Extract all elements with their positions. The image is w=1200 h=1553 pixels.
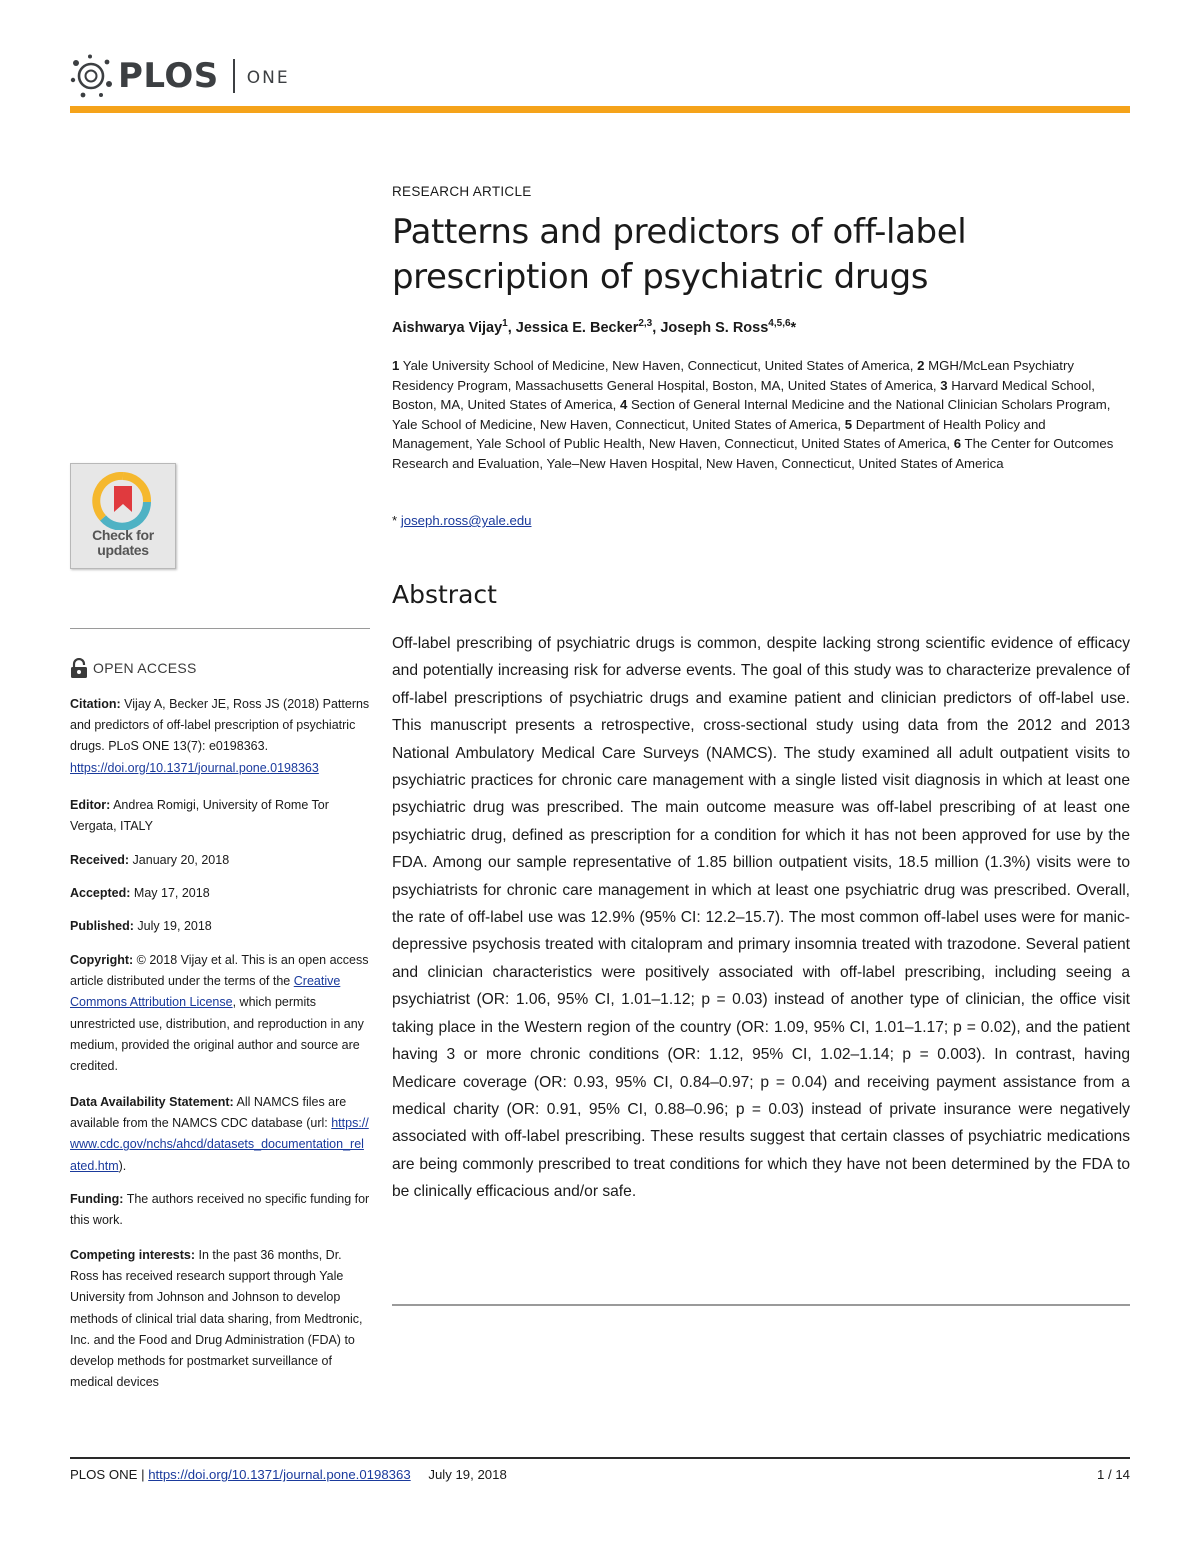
affiliation-text: The Center for Outcomes Research and Evaluation, Yale–New Haven Hospital, New Haven, Connecticut, United States of America [392, 436, 1114, 471]
data-availability-text: All NAMCS files are available from the NAMCS CDC database (url: [70, 1095, 347, 1131]
affiliation-text: Yale University School of Medicine, New Haven, Connecticut, United States of America, [402, 358, 914, 373]
email-link[interactable]: joseph.ross@yale.edu [400, 513, 532, 528]
license-link[interactable]: Creative Commons Attribution License [70, 974, 341, 1010]
author-name: Joseph S. Ross [660, 319, 769, 336]
citation-label: Citation: [70, 697, 121, 711]
author-name: Aishwarya Vijay [392, 319, 503, 336]
logo-wordmark: PLOS [118, 56, 219, 96]
editor-label: Editor: [70, 798, 111, 812]
affiliations [392, 356, 1127, 474]
affiliation-number: 1 [392, 358, 400, 373]
footer-journal: PLOS ONE | [70, 1467, 145, 1482]
citation-doi-link[interactable]: https://doi.org/10.1371/journal.pone.0198363 [70, 760, 319, 775]
affiliation-text: Harvard Medical School, Boston, MA, United States of America, [392, 377, 1095, 413]
citation-block [70, 694, 370, 779]
corresponding-author-mark: * [790, 319, 797, 336]
affiliation-number: 4 [619, 397, 628, 413]
logo-journal-name: ONE [246, 67, 290, 88]
author-name: Jessica E. Becker [515, 319, 639, 336]
open-access-label: OPEN ACCESS [93, 660, 197, 676]
article-type: RESEARCH ARTICLE [392, 184, 532, 199]
competing-interests-text: In the past 36 months, Dr. Ross has received research support through Yale University from Johnson and Johnson to develop methods of clinical trial data sharing, from Medtronic, Inc. and the Food and Drug Administration (FDA) to develop methods for postmarket surveillance of medical devices [70, 1248, 363, 1390]
email-marker: * [392, 513, 398, 528]
footer-rule [70, 1457, 1130, 1459]
affiliation-text: MGH/McLean Psychiatry Residency Program, Massachusetts General Hospital, Boston, MA, United States of America, [392, 358, 1074, 393]
received-date: January 20, 2018 [132, 853, 230, 867]
logo-divider [233, 59, 235, 93]
accepted-label: Accepted: [70, 886, 131, 900]
citation-text: Vijay A, Becker JE, Ross JS (2018) Patterns and predictors of off-label prescription of psychiatric drugs. PLoS ONE 13(7): e0198363. [70, 697, 370, 754]
footer-doi-link[interactable]: https://doi.org/10.1371/journal.pone.0198363 [148, 1467, 411, 1482]
open-access-badge [70, 658, 197, 678]
received-label: Received: [70, 853, 130, 867]
affiliation-text: Department of Health Policy and Management, Yale School of Public Health, New Haven, Connecticut, United States of America, [392, 416, 1046, 452]
corresponding-email [392, 513, 532, 528]
namcs-dataset-link[interactable]: https://www.cdc.gov/nchs/ahcd/datasets_documentation_related.htm [70, 1116, 369, 1173]
received-block [70, 850, 370, 871]
footer-date: July 19, 2018 [428, 1467, 507, 1482]
affiliation-number: 2 [917, 358, 925, 373]
copyright-label: Copyright: [70, 953, 134, 967]
page-number: 1 / 14 [1097, 1467, 1130, 1482]
affiliation-number: 3 [940, 377, 948, 393]
funding-block [70, 1189, 370, 1231]
article-title: Patterns and predictors of off-label prescription of psychiatric drugs [392, 212, 967, 297]
abstract-text: Off-label prescribing of psychiatric drugs is common, despite lacking strong scientific evidence of efficacy and potentially increasing risk for adverse events. The goal of this study was to characterize prevalence of off-label prescriptions of psychiatric drugs and examine patient and clinician predictors of off-label use. This manuscript presents a retrospective, cross-sectional study using data from the 2012 and 2013 National Ambulatory Medical Care Surveys (NAMCS). The study examined all adult outpatient visits to psychiatric practices for chronic care management with a single listed visit diagnosis in which at least one psychiatric drug was prescribed. The main outcome measure was off-label prescribing of at least one psychiatric drug, defined as prescription for a condition for which it has not been approved for use by the FDA. Among our sample representative of 1.85 billion outpatient visits, 18.5 million (1.3%) visits were to psychiatrists for chronic care management in which at least one psychiatric drug was prescribed. Overall, the rate of off-label use was 12.9% (95% CI: 12.2–15.7). The most common off-label uses were for manic-depressive psychosis treated with citalopram and primary insomnia treated with trazodone. Several patient and clinician characteristics were positively associated with off-label prescribing, including seeing a psychiatrist (OR: 1.06, 95% CI, 1.01–1.12; p = 0.03) instead of another type of clinician, the office visit taking place in the Western region of the country (OR: 1.09, 95% CI, 1.01–1.17; p = 0.02), and the patient having 3 or more chronic conditions (OR: 1.12, 95% CI, 1.02–1.14; p = 0.003). In contrast, having Medicare coverage (OR: 0.93, 95% CI, 0.84–0.97; p = 0.04) and receiving payment assistance from a medical charity (OR: 0.91, 95% CI, 0.88–0.96; p = 0.03) instead of private insurance were negatively associated with off-label prescribing. These results suggest that certain classes of psychiatric medications are being commonly prescribed to treat conditions for which they have not been determined by the FDA to be clinically efficacious and/or safe. [392, 635, 1130, 1201]
page-footer [70, 1467, 1130, 1482]
funding-text: The authors received no specific funding for this work. [70, 1192, 370, 1228]
open-lock-icon [70, 658, 88, 678]
accepted-date: May 17, 2018 [133, 886, 210, 900]
plos-globe-icon [68, 53, 114, 99]
competing-interests-block [70, 1245, 370, 1393]
check-for-updates-button[interactable] [70, 463, 176, 569]
abstract-divider [392, 1304, 1130, 1306]
published-date: July 19, 2018 [137, 919, 212, 933]
data-availability-label: Data Availability Statement: [70, 1095, 234, 1109]
header-accent-bar [70, 106, 1130, 113]
plos-one-logo [68, 52, 290, 100]
published-block [70, 916, 370, 937]
sidebar-divider [70, 628, 370, 629]
accepted-block [70, 883, 370, 904]
data-availability-end: ). [118, 1158, 127, 1173]
author-affiliation-ref: 4,5,6 [768, 318, 791, 329]
editor-text: Andrea Romigi, University of Rome Tor Vergata, ITALY [70, 798, 329, 834]
affiliation-number: 5 [844, 416, 853, 432]
abstract-heading: Abstract [392, 580, 497, 609]
author-affiliation-ref: 2,3 [638, 318, 653, 329]
affiliation-number: 6 [953, 436, 962, 452]
author-affiliation-ref: 1 [502, 318, 508, 329]
copyright-block [70, 950, 370, 1077]
check-for-updates-icon [91, 472, 155, 530]
check-for-updates-label: Check for updates [92, 527, 154, 558]
copyright-text-end: , which permits unrestricted use, distribution, and reproduction in any medium, provided the original author and source are credited. [70, 995, 364, 1074]
competing-interests-label: Competing interests: [70, 1248, 196, 1262]
data-availability-block [70, 1092, 370, 1177]
editor-block [70, 795, 370, 837]
affiliation-text: Section of General Internal Medicine and the National Clinician Scholars Program, Yale School of Medicine, New Haven, Connecticut, United States of America, [392, 397, 1111, 432]
published-label: Published: [70, 919, 134, 933]
copyright-text: © 2018 Vijay et al. This is an open access article distributed under the terms of the [70, 953, 369, 989]
funding-label: Funding: [70, 1192, 124, 1206]
author-list: Aishwarya Vijay$^1$, Jessica E. Becker$^{2,3}$, Joseph S. Ross$^{4,5,6}$* [392, 318, 797, 336]
